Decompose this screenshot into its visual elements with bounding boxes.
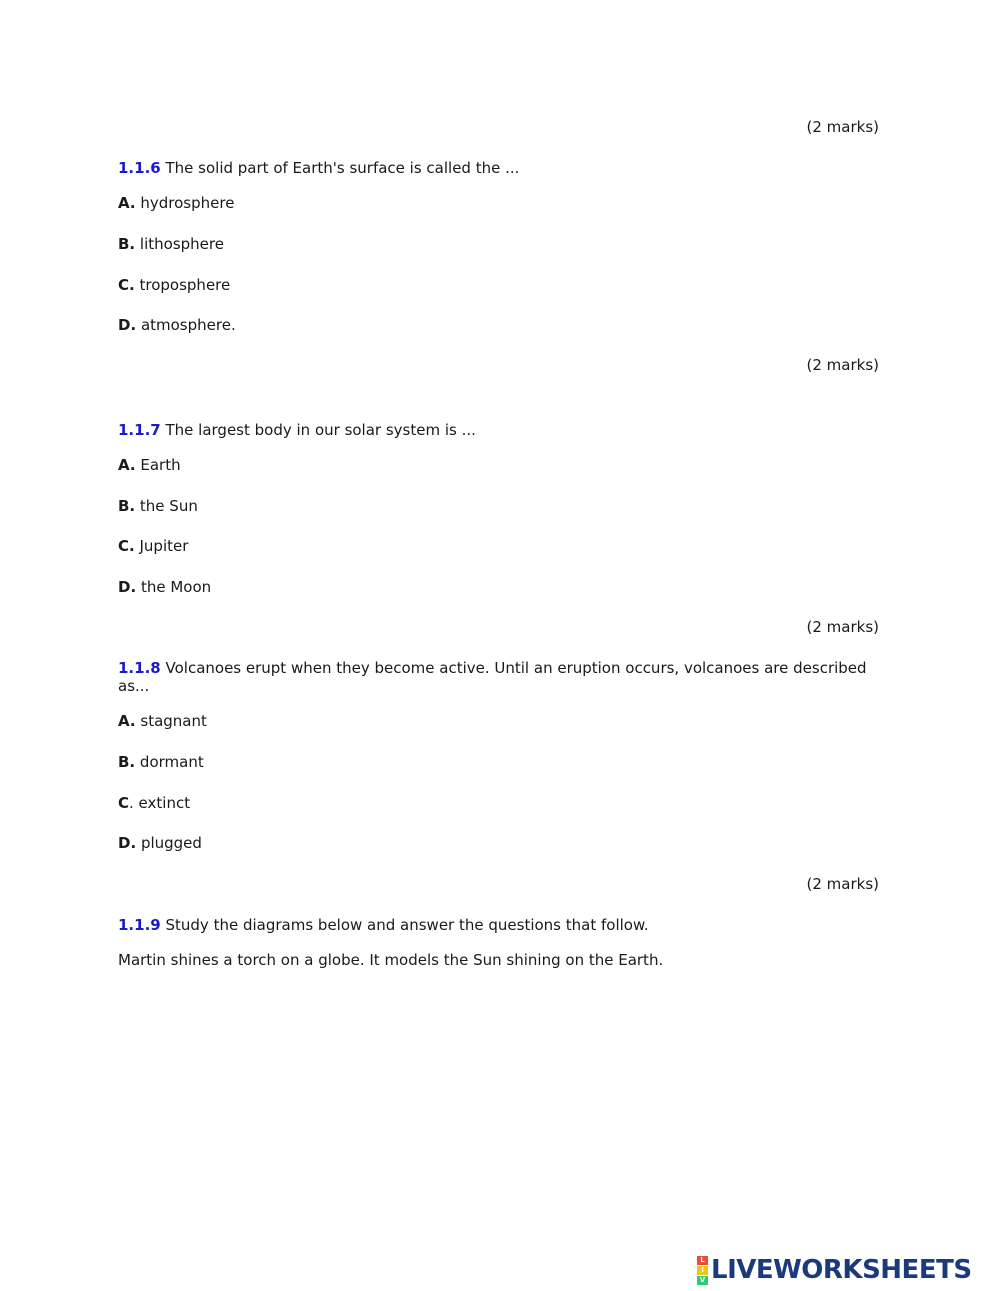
option-text: atmosphere.: [140, 316, 236, 334]
option-a[interactable]: [118, 456, 181, 474]
option-letter: C.: [118, 537, 135, 555]
option-letter: B.: [118, 753, 136, 771]
question-number: 1.1.8: [118, 659, 161, 677]
logo-blocks-icon: [697, 1256, 708, 1285]
option-b[interactable]: [118, 235, 224, 253]
option-letter: D.: [118, 578, 137, 596]
option-letter: A.: [118, 456, 136, 474]
option-text: troposphere: [139, 276, 231, 294]
option-letter: C: [118, 794, 130, 812]
option-d[interactable]: [118, 834, 202, 852]
question-number: 1.1.6: [118, 159, 161, 177]
logo-block: L: [697, 1256, 708, 1265]
question-number: 1.1.9: [118, 916, 161, 934]
question-1-1-6: [118, 159, 519, 177]
option-a[interactable]: [118, 194, 234, 212]
option-letter: A.: [118, 712, 136, 730]
option-text: . extinct: [129, 794, 191, 812]
liveworksheets-logo: [697, 1255, 972, 1285]
logo-block: V: [697, 1276, 708, 1285]
question-number: 1.1.7: [118, 421, 161, 439]
option-c[interactable]: [118, 537, 188, 555]
logo-text: LIVEWORKSHEETS: [711, 1255, 972, 1285]
option-letter: C.: [118, 276, 135, 294]
option-a[interactable]: [118, 712, 207, 730]
question-text: Volcanoes erupt when they become active. Until an eruption occurs, volcanoes are described as...: [118, 659, 867, 695]
question-1-1-7: [118, 421, 476, 439]
option-text: dormant: [139, 753, 204, 771]
option-text: plugged: [140, 834, 202, 852]
question-1-1-8: [118, 659, 868, 695]
option-c[interactable]: [118, 276, 230, 294]
option-letter: B.: [118, 235, 136, 253]
option-letter: D.: [118, 834, 137, 852]
marks-label: (2 marks): [806, 356, 879, 374]
option-d[interactable]: [118, 578, 211, 596]
marks-label: (2 marks): [806, 875, 879, 893]
option-letter: A.: [118, 194, 136, 212]
question-text: Study the diagrams below and answer the questions that follow.: [165, 916, 649, 934]
option-letter: D.: [118, 316, 137, 334]
option-text: Earth: [140, 456, 181, 474]
question-1-1-9: [118, 916, 649, 934]
option-text: lithosphere: [139, 235, 224, 253]
option-b[interactable]: [118, 497, 198, 515]
option-b[interactable]: [118, 753, 204, 771]
logo-block: I: [697, 1266, 708, 1275]
option-letter: B.: [118, 497, 136, 515]
option-text: stagnant: [140, 712, 207, 730]
option-c[interactable]: [118, 794, 190, 812]
question-text: The largest body in our solar system is ...: [165, 421, 476, 439]
marks-label: (2 marks): [806, 618, 879, 636]
question-text: The solid part of Earth's surface is called the ...: [165, 159, 520, 177]
option-text: hydrosphere: [140, 194, 235, 212]
option-text: Jupiter: [139, 537, 189, 555]
option-d[interactable]: [118, 316, 236, 334]
question-subtext: Martin shines a torch on a globe. It models the Sun shining on the Earth.: [118, 951, 664, 969]
option-text: the Sun: [139, 497, 198, 515]
marks-label: (2 marks): [806, 118, 879, 136]
option-text: the Moon: [140, 578, 212, 596]
